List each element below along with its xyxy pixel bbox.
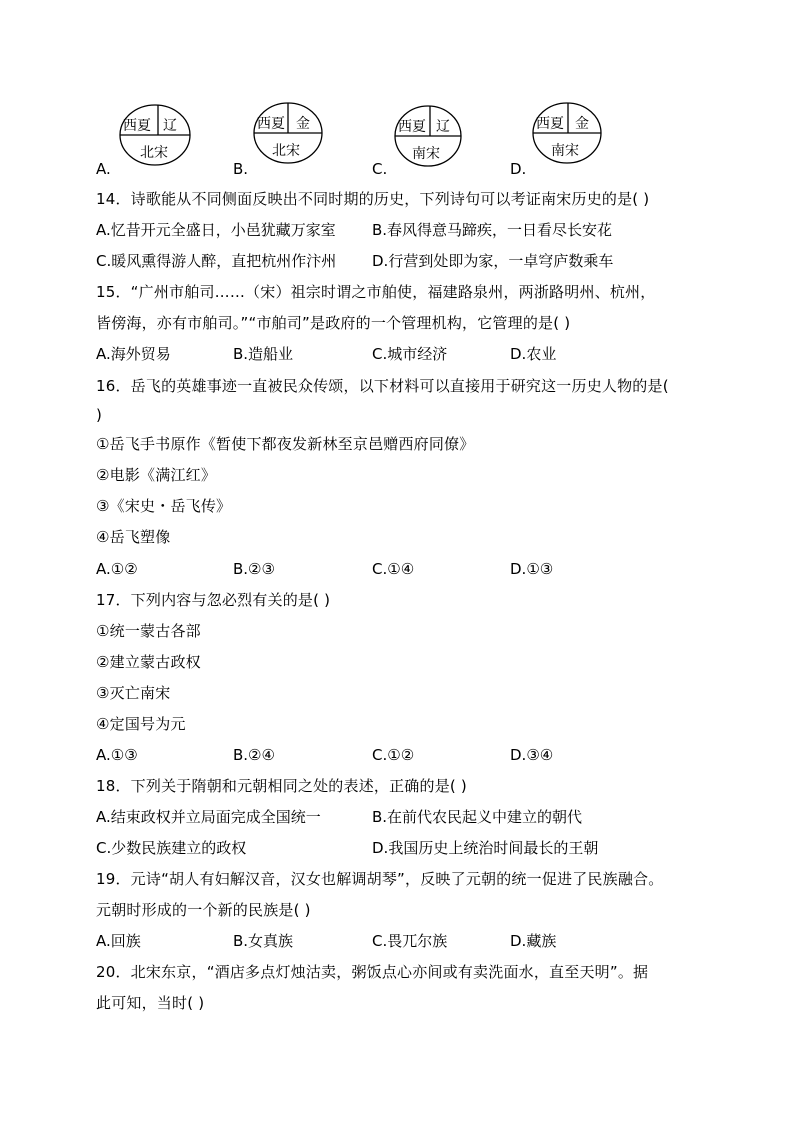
region-left-label: 西夏 [257,116,285,132]
q19-option-a[interactable]: A.回族 [96,932,141,950]
region-left-label: 西夏 [398,119,426,135]
q20-stem-line1: 20．北宋东京，“酒店多点灯烛沽卖，粥饭点心亦间或有卖洗面水，直至天明”。据 [96,963,649,981]
q16-stem-line2: ) [96,406,103,424]
q13-option-c-letter[interactable]: C. [372,160,388,178]
q18-option-a[interactable]: A.结束政权并立局面完成全国统一 [96,808,321,826]
q19-stem-line1: 19．元诗“胡人有妇解汉音，汉女也解调胡琴”，反映了元朝的统一促进了民族融合。 [96,870,664,888]
q14-option-d[interactable]: D.行营到处即为家，一卓穹庐数乘车 [372,252,614,270]
region-right-label: 辽 [163,118,177,134]
q18-option-b[interactable]: B.在前代农民起义中建立的朝代 [372,808,583,826]
q19-stem-line2: 元朝时形成的一个新的民族是( ) [96,901,311,919]
q16-option-c[interactable]: C.①④ [372,560,415,578]
q17-option-a[interactable]: A.①③ [96,746,138,764]
q19-option-d[interactable]: D.藏族 [510,932,557,950]
q16-option-d[interactable]: D.①③ [510,560,554,578]
q15-stem-line2: 皆傍海，亦有市舶司。”“市舶司”是政府的一个管理机构，它管理的是( ) [96,314,571,332]
q15-option-c[interactable]: C.城市经济 [372,345,448,363]
q13-option-d-diagram[interactable] [531,101,603,165]
q13-option-a-letter[interactable]: A. [96,160,111,178]
q13-option-b-letter[interactable]: B. [233,160,249,178]
q16-item-3: ③《宋史・岳飞传》 [96,497,232,515]
q17-option-c[interactable]: C.①② [372,746,415,764]
q16-option-a[interactable]: A.①② [96,560,138,578]
q17-item-3: ③灭亡南宋 [96,684,171,702]
q13-option-a-diagram[interactable] [118,103,192,167]
region-left-label: 西夏 [123,118,151,134]
q17-option-b[interactable]: B.②④ [233,746,275,764]
q16-item-2: ②电影《满江红》 [96,466,217,484]
q17-option-d[interactable]: D.③④ [510,746,554,764]
q19-option-b[interactable]: B.女真族 [233,932,294,950]
q20-stem-line2: 此可知，当时( ) [96,994,205,1012]
q14-option-b[interactable]: B.春风得意马蹄疾，一日看尽长安花 [372,221,613,239]
region-right-label: 金 [296,116,310,132]
region-right-label: 金 [575,116,589,132]
q16-item-1: ①岳飞手书原作《暂使下都夜发新林至京邑赠西府同僚》 [96,435,475,453]
q17-item-2: ②建立蒙古政权 [96,653,201,671]
region-bottom-label: 北宋 [272,143,300,159]
region-bottom-label: 南宋 [412,146,440,162]
q17-item-1: ①统一蒙古各部 [96,622,201,640]
q15-option-d[interactable]: D.农业 [510,345,557,363]
q13-option-b-diagram[interactable] [252,101,324,165]
q15-option-a[interactable]: A.海外贸易 [96,345,171,363]
q17-item-4: ④定国号为元 [96,715,186,733]
q19-option-c[interactable]: C.畏兀尔族 [372,932,448,950]
q14-option-c[interactable]: C.暖风熏得游人醉，直把杭州作汴州 [96,252,337,270]
region-left-label: 西夏 [536,116,564,132]
q16-option-b[interactable]: B.②③ [233,560,275,578]
q13-option-d-letter[interactable]: D. [510,160,527,178]
q16-item-4: ④岳飞塑像 [96,528,171,546]
q16-stem-line1: 16．岳飞的英雄事迹一直被民众传颂，以下材料可以直接用于研究这一历史人物的是( [96,377,669,395]
q18-option-d[interactable]: D.我国历史上统治时间最长的王朝 [372,839,599,857]
q17-stem: 17．下列内容与忽必烈有关的是( ) [96,591,331,609]
q18-option-c[interactable]: C.少数民族建立的政权 [96,839,247,857]
q15-option-b[interactable]: B.造船业 [233,345,294,363]
region-bottom-label: 南宋 [551,143,579,159]
q13-option-c-diagram[interactable] [393,104,463,168]
region-bottom-label: 北宋 [140,145,168,161]
q15-stem-line1: 15．“广州市舶司……（宋）祖宗时谓之市舶使，福建路泉州，两浙路明州、杭州， [96,283,656,301]
region-right-label: 辽 [436,119,450,135]
q14-stem: 14．诗歌能从不同侧面反映出不同时期的历史，下列诗句可以考证南宋历史的是( ) [96,190,650,208]
q14-option-a[interactable]: A.忆昔开元全盛日，小邑犹藏万家室 [96,221,336,239]
q18-stem: 18．下列关于隋朝和元朝相同之处的表述，正确的是( ) [96,777,467,795]
